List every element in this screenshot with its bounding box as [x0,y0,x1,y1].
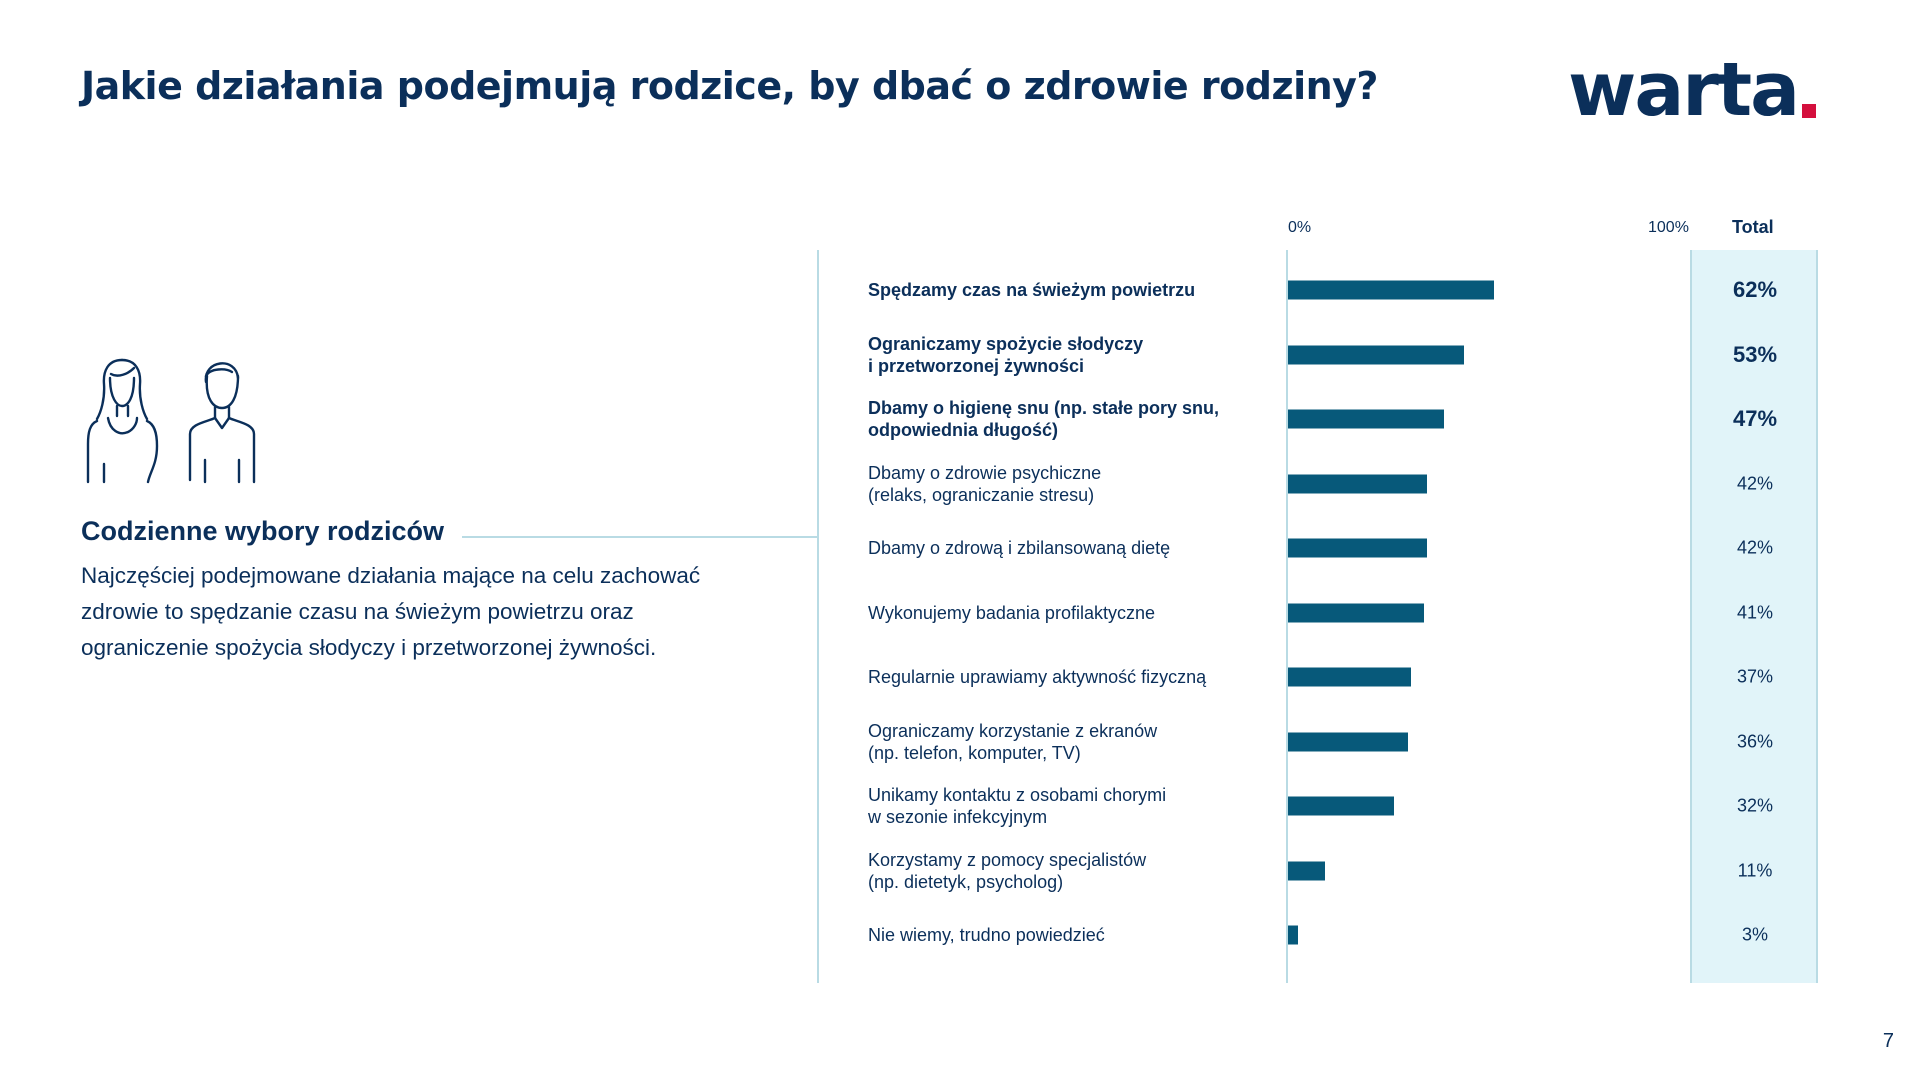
category-label: Wykonujemy badania profilaktyczne [868,602,1155,623]
bar-row [868,460,1788,508]
man-icon [190,363,254,482]
bar-row [868,395,1788,443]
total-value: 36% [1736,731,1774,751]
page-title: Jakie działania podejmują rodzice, by dbać o zdrowie rodziny? [81,64,1378,108]
bar-row [868,266,1788,314]
logo-dot [1802,104,1816,118]
panel-divider [817,250,819,983]
bar [1288,281,1494,300]
total-value: 41% [1736,602,1774,622]
axis-min-label: 0% [1288,219,1312,236]
total-value: 32% [1736,795,1774,816]
warta-logo [1568,47,1816,133]
category-label: Dbamy o zdrowie psychiczne (relaks, ograniczanie stresu) [868,462,1102,505]
total-value: 37% [1736,666,1774,687]
bar [1288,474,1427,493]
total-value: 53% [1732,341,1778,367]
total-value: 62% [1732,277,1778,302]
category-label: Regularnie uprawiamy aktywność fizyczną [868,667,1207,687]
bar [1288,861,1325,880]
section-body: Najczęściej podejmowane działania mające na celu zachować zdrowie to spędzanie czasu na świeżym powietrzu oraz ograniczenie spożycia słodyczy i przetworzonej żywności. [81,563,701,660]
section-title: Codzienne wybory rodziców [81,516,445,546]
bar [1288,603,1424,622]
total-value: 42% [1736,473,1774,493]
bar-row [868,589,1788,637]
category-label: Korzystamy z pomocy specjalistów (np. dietetyk, psycholog) [868,849,1147,892]
total-value: 47% [1732,406,1778,431]
total-value: 11% [1737,860,1773,880]
bar-row [868,911,1788,959]
bar-row [868,718,1788,766]
category-label: Dbamy o higienę snu (np. stałe pory snu, odpowiednia długość) [868,398,1220,440]
bar [1288,410,1444,429]
woman-icon [88,360,157,482]
bar-row [868,331,1788,379]
total-value: 42% [1736,537,1774,558]
bar [1288,668,1411,687]
bar-row [868,524,1788,572]
total-header: Total [1732,217,1774,237]
bar [1288,926,1298,945]
category-label: Nie wiemy, trudno powiedzieć [868,925,1105,945]
parents-illustration [86,354,276,484]
bar [1288,797,1394,816]
bar-row [868,653,1788,701]
category-label: Ograniczamy spożycie słodyczy i przetworzonej żywności [868,333,1144,376]
section-divider [462,536,817,538]
bar [1288,732,1408,751]
logo-wordmark: warta [1568,47,1799,133]
bar [1288,345,1464,364]
category-label: Spędzamy czas na świeżym powietrzu [868,280,1196,300]
bar [1288,539,1427,558]
page-number: 7 [1882,1030,1894,1052]
category-label: Dbamy o zdrową i zbilansowaną dietę [868,538,1171,558]
bar-row [868,782,1788,830]
axis-max-label: 100% [1648,219,1689,236]
bar-row [868,847,1788,895]
category-label: Unikamy kontaktu z osobami chorymi w sezonie infekcyjnym [868,785,1167,827]
category-label: Ograniczamy korzystanie z ekranów (np. telefon, komputer, TV) [868,720,1158,763]
total-value: 3% [1741,924,1768,945]
